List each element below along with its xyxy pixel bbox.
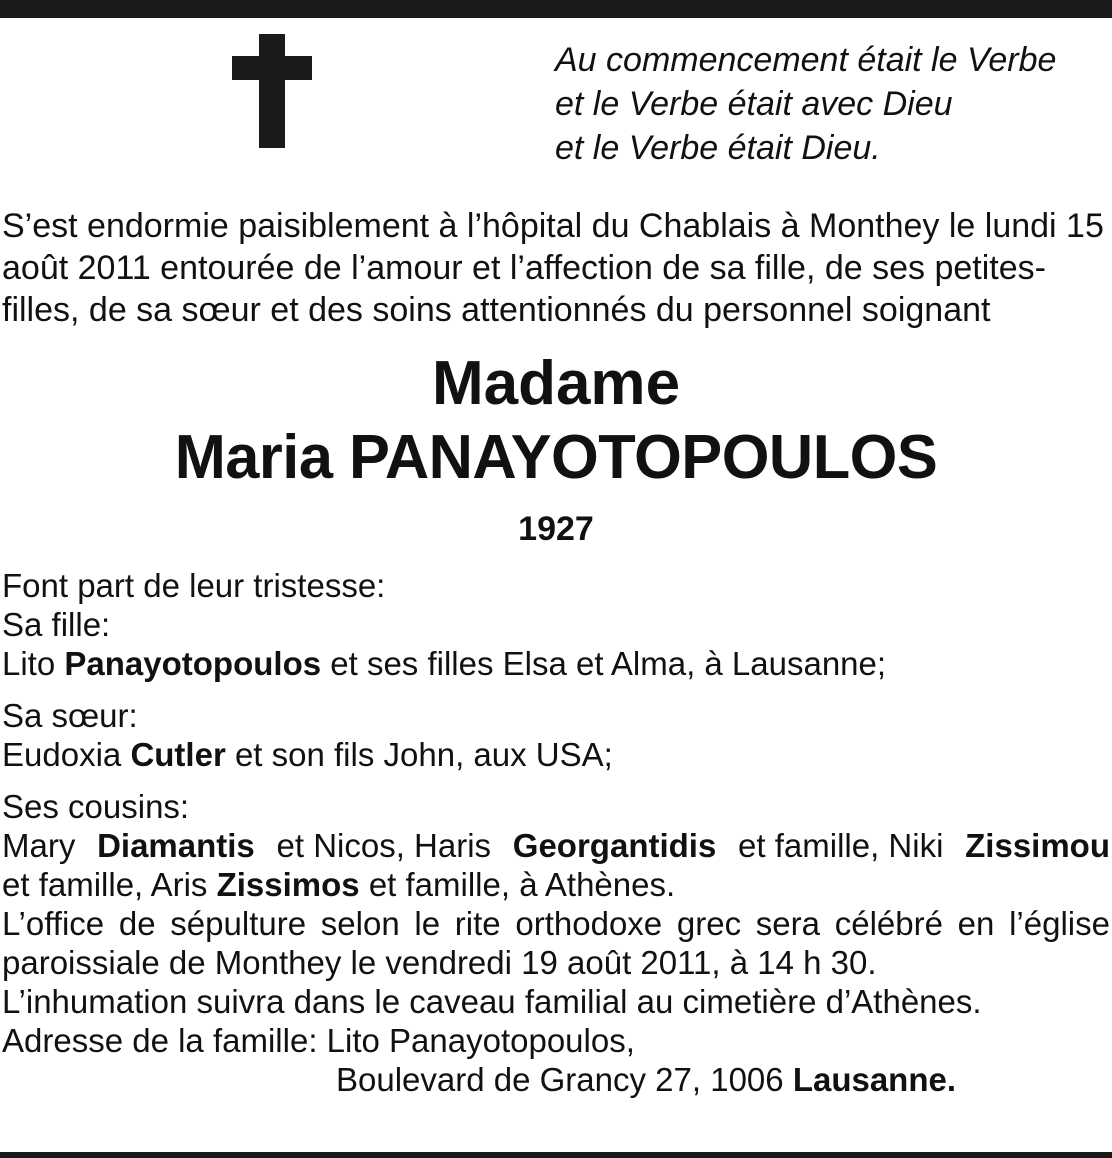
cousin-2-rest: et famille, Niki [738,827,944,864]
daughter-first: Lito [2,645,56,682]
service-line-3: L’inhumation suivra dans le caveau familial au cimetière d’Athènes. [2,983,982,1020]
sister-line [2,735,1110,774]
intro-line-3: filles, de sa sœur et des soins attentionnés du personnel soignant [2,291,991,329]
intro-line-2: août 2011 entourée de l’amour et l’affection de sa fille, de ses petites- [2,249,1046,287]
verse-line-2: et le Verbe était avec Dieu [555,85,953,123]
sister-label: Sa sœur: [2,697,138,734]
daughter-rest: et ses filles Elsa et Alma, à Lausanne; [330,645,887,682]
daughter-line [2,644,1110,683]
sister-rest: et son fils John, aux USA; [234,736,613,773]
verse-quote [555,38,1095,170]
sister-first: Eudoxia [2,736,122,773]
cousin-3-last: Zissimou [965,827,1110,864]
cousin-4-last: Zissimos [216,866,360,903]
family-heading: Font part de leur tristesse: [2,567,386,604]
family-section [2,566,1110,1099]
sister-last: Cutler [130,736,226,773]
service-line-1: L’office de sépulture selon le rite orthodoxe grec sera célébré en l’église [2,905,1110,942]
intro-paragraph [2,205,1110,331]
address-line [2,1060,1110,1099]
cousin-4-rest: et famille, à Athènes. [368,866,676,903]
cousins-line-2 [2,865,1110,904]
verse-line-1: Au commencement était le Verbe [555,41,1057,79]
address-city: Lausanne. [792,1061,957,1098]
top-rule [0,0,1112,18]
cousins-line-1 [2,826,1110,865]
cousin-2-last: Georgantidis [512,827,717,864]
bottom-rule [0,1152,1112,1158]
cross-icon [232,34,312,148]
cousins-line-2-start: et famille, Aris [2,866,208,903]
cousins-label: Ses cousins: [2,788,190,825]
verse-line-3: et le Verbe était Dieu. [555,129,881,167]
deceased-name: Maria PANAYOTOPOULOS [174,423,938,492]
cousin-1-rest: et Nicos, Haris [276,827,492,864]
intro-line-1: S’est endormie paisiblement à l’hôpital du Chablais à Monthey le lundi 15 [2,207,1104,245]
daughter-last: Panayotopoulos [64,645,322,682]
cousin-1-first: Mary [2,827,76,864]
service-line-2: paroissiale de Monthey le vendredi 19 août 2011, à 14 h 30. [2,944,877,981]
address-street: Boulevard de Grancy 27, 1006 [336,1061,784,1098]
deceased-title: Madame [431,349,681,418]
deceased-name-block [0,348,1112,496]
birth-year: 1927 [518,510,594,548]
address-label: Adresse de la famille: Lito Panayotopoulos, [2,1022,635,1059]
daughter-label: Sa fille: [2,606,111,643]
cousin-1-last: Diamantis [97,827,255,864]
